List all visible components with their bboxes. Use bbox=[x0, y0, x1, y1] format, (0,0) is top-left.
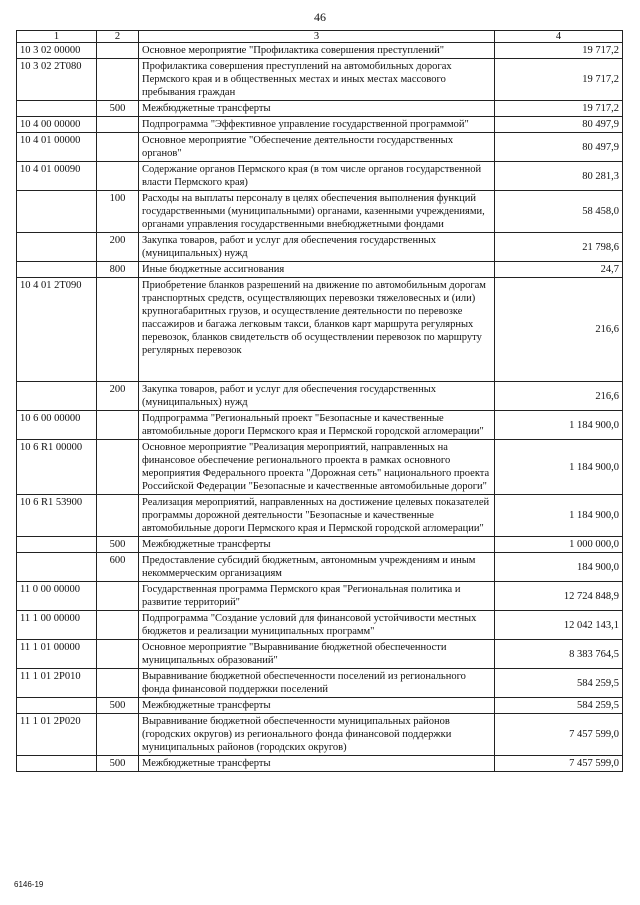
row-amount: 80 281,3 bbox=[495, 162, 623, 191]
row-amount: 19 717,2 bbox=[495, 43, 623, 59]
row-amount: 1 184 900,0 bbox=[495, 411, 623, 440]
column-header: 3 bbox=[139, 31, 495, 43]
row-code bbox=[17, 101, 97, 117]
row-code: 10 6 R1 00000 bbox=[17, 440, 97, 495]
row-amount: 7 457 599,0 bbox=[495, 714, 623, 756]
row-amount: 584 259,5 bbox=[495, 669, 623, 698]
row-code: 10 4 01 00090 bbox=[17, 162, 97, 191]
table-row bbox=[17, 43, 623, 59]
table-row bbox=[17, 714, 623, 756]
row-code: 10 4 01 00000 bbox=[17, 133, 97, 162]
row-expense-type bbox=[97, 640, 139, 669]
row-name: Межбюджетные трансферты bbox=[139, 101, 495, 117]
row-code: 10 6 R1 53900 bbox=[17, 495, 97, 537]
table-row bbox=[17, 553, 623, 582]
table-row bbox=[17, 117, 623, 133]
row-name: Основное мероприятие "Профилактика совершения преступлений" bbox=[139, 43, 495, 59]
table-row bbox=[17, 440, 623, 495]
row-name: Межбюджетные трансферты bbox=[139, 756, 495, 772]
row-name: Выравнивание бюджетной обеспеченности муниципальных районов (городских округов) из регионального фонда финансовой поддержки муниципальных районов (городских округов) bbox=[139, 714, 495, 756]
table-row bbox=[17, 698, 623, 714]
row-amount: 58 458,0 bbox=[495, 191, 623, 233]
row-name: Закупка товаров, работ и услуг для обеспечения государственных (муниципальных) нужд bbox=[139, 382, 495, 411]
table-row bbox=[17, 611, 623, 640]
column-header: 1 bbox=[17, 31, 97, 43]
row-expense-type bbox=[97, 133, 139, 162]
row-expense-type: 800 bbox=[97, 262, 139, 278]
row-amount: 216,6 bbox=[495, 278, 623, 382]
footer-code: 6146-19 bbox=[14, 880, 44, 889]
row-amount: 1 000 000,0 bbox=[495, 537, 623, 553]
column-header: 4 bbox=[495, 31, 623, 43]
table-row bbox=[17, 59, 623, 101]
row-name: Межбюджетные трансферты bbox=[139, 698, 495, 714]
row-amount: 80 497,9 bbox=[495, 117, 623, 133]
table-row bbox=[17, 382, 623, 411]
row-code bbox=[17, 698, 97, 714]
row-amount: 584 259,5 bbox=[495, 698, 623, 714]
row-expense-type bbox=[97, 582, 139, 611]
row-expense-type bbox=[97, 278, 139, 382]
row-code bbox=[17, 382, 97, 411]
table-row bbox=[17, 582, 623, 611]
budget-table bbox=[16, 30, 623, 772]
column-header: 2 bbox=[97, 31, 139, 43]
row-code bbox=[17, 191, 97, 233]
page-number: 46 bbox=[314, 10, 326, 24]
row-amount: 80 497,9 bbox=[495, 133, 623, 162]
row-name: Подпрограмма "Эффективное управление государственной программой" bbox=[139, 117, 495, 133]
row-amount: 12 042 143,1 bbox=[495, 611, 623, 640]
row-expense-type: 100 bbox=[97, 191, 139, 233]
row-amount: 184 900,0 bbox=[495, 553, 623, 582]
row-name: Государственная программа Пермского края "Региональная политика и развитие территорий" bbox=[139, 582, 495, 611]
row-expense-type bbox=[97, 495, 139, 537]
row-code: 11 1 00 00000 bbox=[17, 611, 97, 640]
row-expense-type: 200 bbox=[97, 233, 139, 262]
row-name: Основное мероприятие "Выравнивание бюджетной обеспеченности муниципальных образований" bbox=[139, 640, 495, 669]
row-expense-type bbox=[97, 43, 139, 59]
row-expense-type: 500 bbox=[97, 537, 139, 553]
table-row bbox=[17, 495, 623, 537]
table-row bbox=[17, 191, 623, 233]
row-name: Выравнивание бюджетной обеспеченности поселений из регионального фонда финансовой поддержки поселений bbox=[139, 669, 495, 698]
table-row bbox=[17, 669, 623, 698]
row-expense-type bbox=[97, 411, 139, 440]
row-code: 10 4 00 00000 bbox=[17, 117, 97, 133]
row-expense-type bbox=[97, 59, 139, 101]
row-expense-type bbox=[97, 162, 139, 191]
row-expense-type bbox=[97, 714, 139, 756]
row-expense-type: 200 bbox=[97, 382, 139, 411]
row-expense-type bbox=[97, 440, 139, 495]
table-row bbox=[17, 262, 623, 278]
row-amount: 19 717,2 bbox=[495, 101, 623, 117]
row-expense-type: 500 bbox=[97, 101, 139, 117]
row-amount: 8 383 764,5 bbox=[495, 640, 623, 669]
row-name: Подпрограмма "Региональный проект "Безопасные и качественные автомобильные дороги Пермского края и Пермской городской агломерации" bbox=[139, 411, 495, 440]
row-name: Предоставление субсидий бюджетным, автономным учреждениям и иным некоммерческим организациям bbox=[139, 553, 495, 582]
table-row bbox=[17, 411, 623, 440]
table-row bbox=[17, 640, 623, 669]
row-name: Расходы на выплаты персоналу в целях обеспечения выполнения функций государственными (муниципальными) органами, казенными учреждениями, органами управления государственными внебюджетными фондами bbox=[139, 191, 495, 233]
table-row bbox=[17, 233, 623, 262]
row-code bbox=[17, 756, 97, 772]
row-expense-type bbox=[97, 117, 139, 133]
row-expense-type bbox=[97, 611, 139, 640]
row-amount: 19 717,2 bbox=[495, 59, 623, 101]
row-name: Иные бюджетные ассигнования bbox=[139, 262, 495, 278]
table-row bbox=[17, 756, 623, 772]
table-row bbox=[17, 278, 623, 382]
row-name: Межбюджетные трансферты bbox=[139, 537, 495, 553]
row-amount: 24,7 bbox=[495, 262, 623, 278]
row-amount: 216,6 bbox=[495, 382, 623, 411]
row-name: Реализация мероприятий, направленных на достижение целевых показателей программы дорожной деятельности "Безопасные и качественные автомобильные дороги Пермского края и Пермской городской агломерации" bbox=[139, 495, 495, 537]
row-name: Приобретение бланков разрешений на движение по автомобильным дорогам транспортных средств, осуществляющих перевозки тяжеловесных и (или) крупногабаритных грузов, и осуществление деятельности по перевозке пассажиров и багажа легковым такси, бланков карт маршрута регулярных перевозок, бланков свидетельств об осуществлении перевозок по маршруту регулярных перевозок bbox=[139, 278, 495, 382]
row-amount: 7 457 599,0 bbox=[495, 756, 623, 772]
row-code: 11 1 01 2Р020 bbox=[17, 714, 97, 756]
row-amount: 21 798,6 bbox=[495, 233, 623, 262]
row-code bbox=[17, 262, 97, 278]
row-amount: 1 184 900,0 bbox=[495, 495, 623, 537]
row-code: 10 4 01 2Т090 bbox=[17, 278, 97, 382]
table-row bbox=[17, 162, 623, 191]
row-code: 10 6 00 00000 bbox=[17, 411, 97, 440]
row-code: 11 1 01 00000 bbox=[17, 640, 97, 669]
row-expense-type: 600 bbox=[97, 553, 139, 582]
row-code: 10 3 02 00000 bbox=[17, 43, 97, 59]
row-code: 10 3 02 2Т080 bbox=[17, 59, 97, 101]
row-name: Закупка товаров, работ и услуг для обеспечения государственных (муниципальных) нужд bbox=[139, 233, 495, 262]
table-row bbox=[17, 101, 623, 117]
row-code: 11 1 01 2Р010 bbox=[17, 669, 97, 698]
row-amount: 12 724 848,9 bbox=[495, 582, 623, 611]
row-name: Подпрограмма "Создание условий для финансовой устойчивости местных бюджетов и реализации муниципальных программ" bbox=[139, 611, 495, 640]
row-name: Содержание органов Пермского края (в том числе органов государственной власти Пермского края) bbox=[139, 162, 495, 191]
row-expense-type bbox=[97, 669, 139, 698]
row-code: 11 0 00 00000 bbox=[17, 582, 97, 611]
row-name: Основное мероприятие "Обеспечение деятельности государственных органов" bbox=[139, 133, 495, 162]
row-expense-type: 500 bbox=[97, 698, 139, 714]
row-name: Основное мероприятие "Реализация мероприятий, направленных на финансовое обеспечение регионального проекта в рамках основного мероприятия Федерального проекта "Дорожная сеть" национального проекта Российской Федерации "Безопасные и качественные автомобильные дороги" bbox=[139, 440, 495, 495]
row-expense-type: 500 bbox=[97, 756, 139, 772]
row-name: Профилактика совершения преступлений на автомобильных дорогах Пермского края и в общественных местах и иных местах массового пребывания граждан bbox=[139, 59, 495, 101]
row-code bbox=[17, 233, 97, 262]
row-code bbox=[17, 553, 97, 582]
row-amount: 1 184 900,0 bbox=[495, 440, 623, 495]
table-row bbox=[17, 133, 623, 162]
table-header-row bbox=[17, 31, 623, 43]
row-code bbox=[17, 537, 97, 553]
table-row bbox=[17, 537, 623, 553]
